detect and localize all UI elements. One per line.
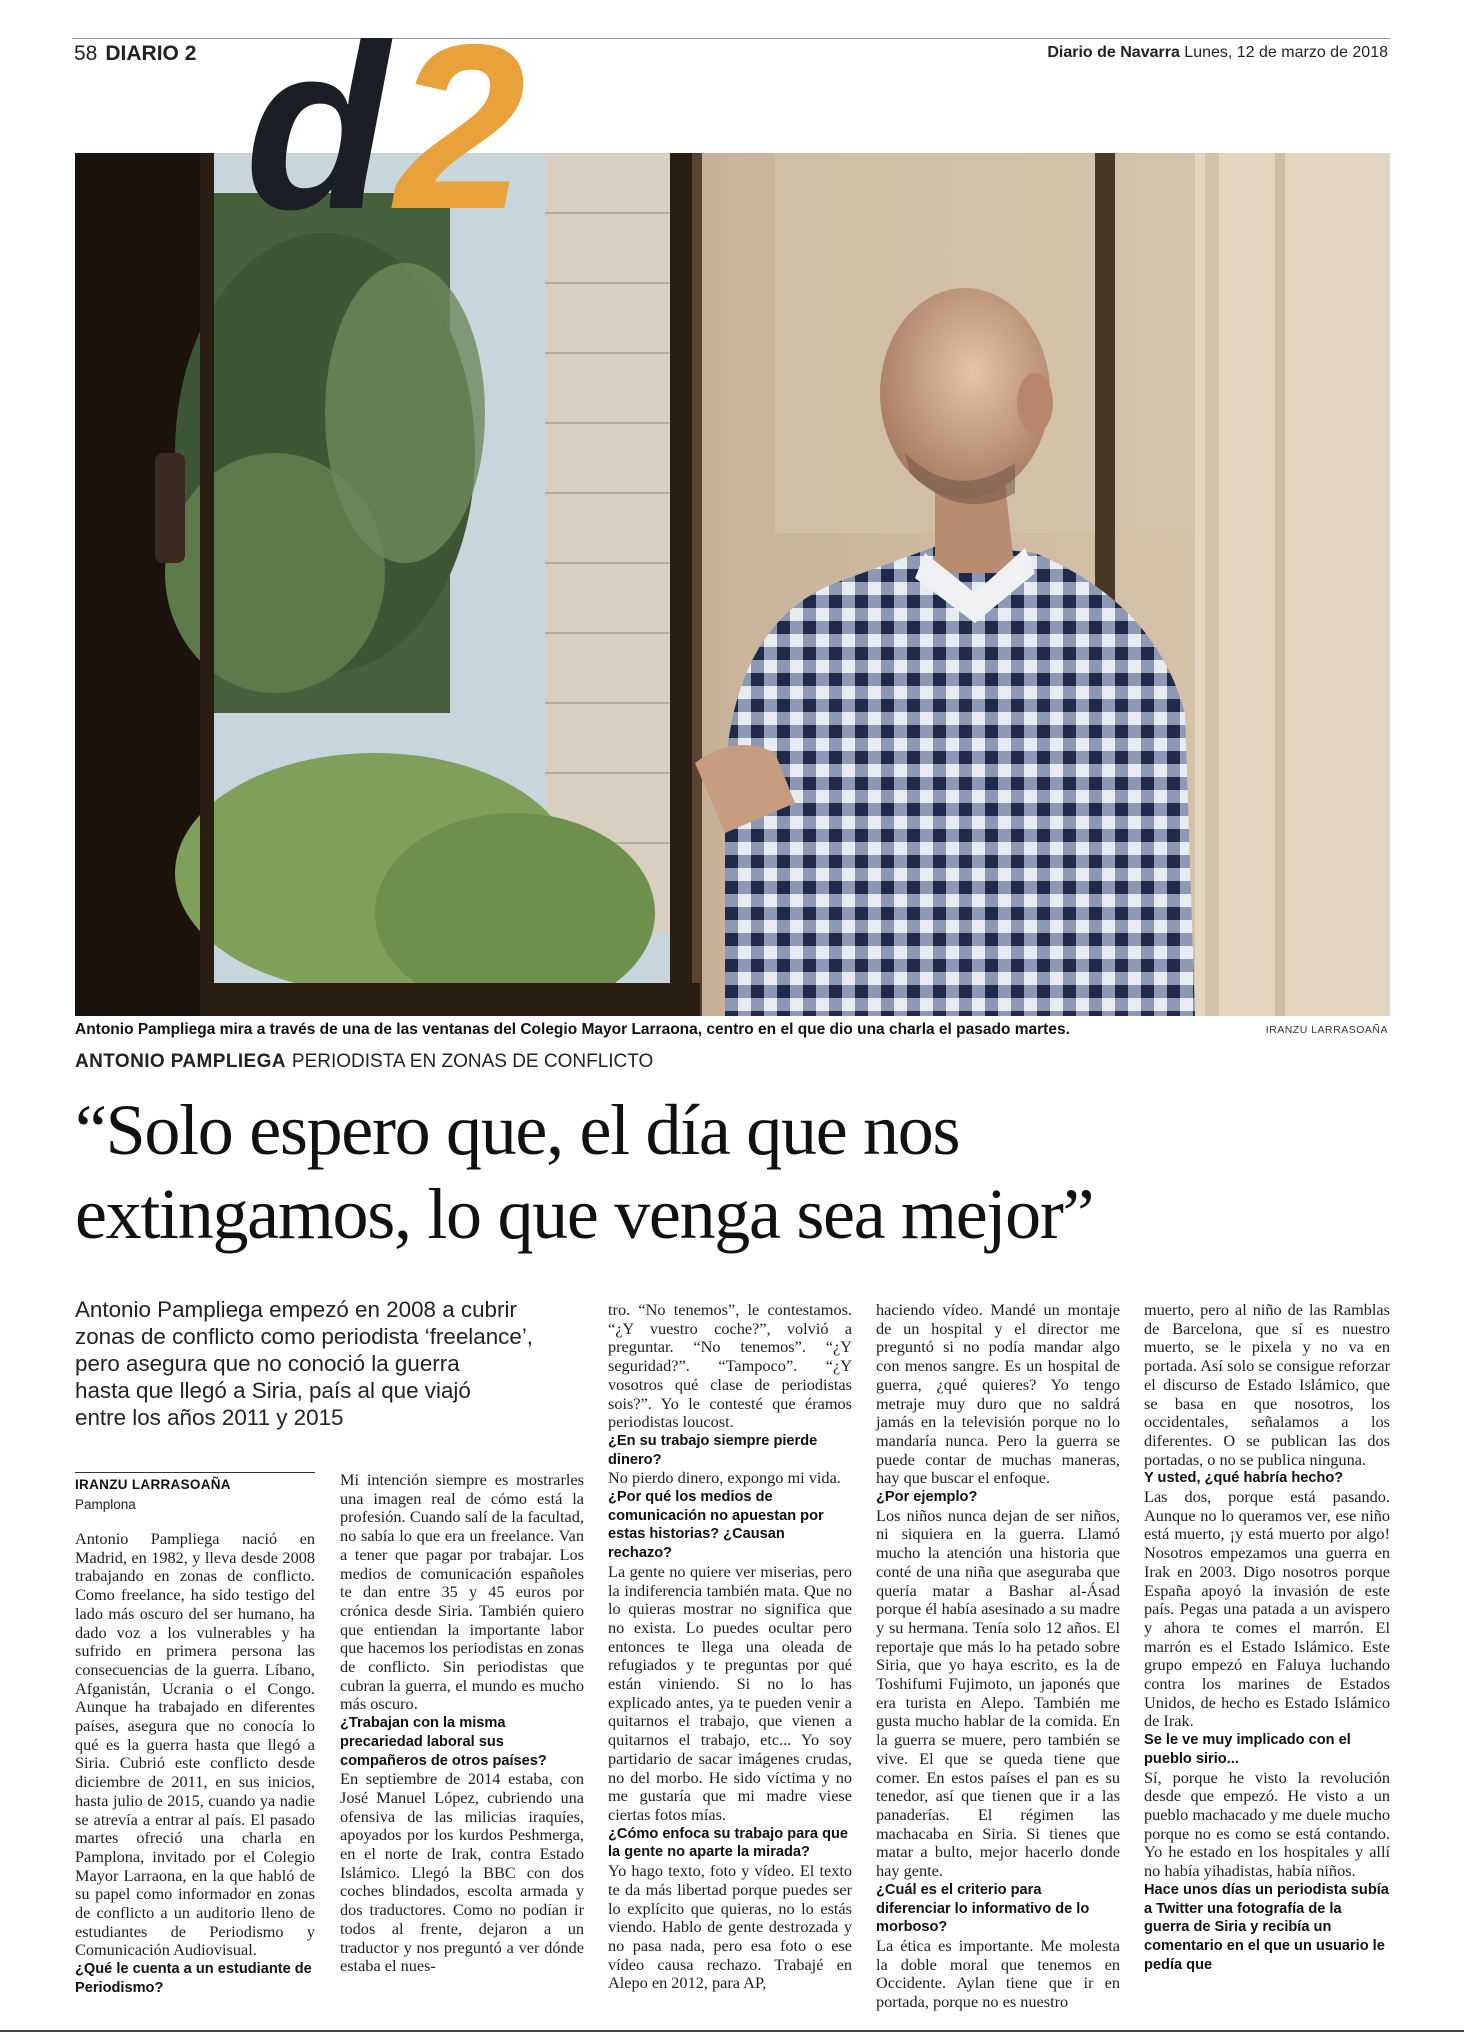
byline-place: Pamplona: [75, 1497, 136, 1512]
interview-question: ¿Por ejemplo?: [876, 1489, 978, 1506]
kicker: [75, 1051, 653, 1073]
lead-line-5: entre los años 2011 y 2015: [75, 1405, 344, 1430]
body-paragraph: Yo hago texto, foto y vídeo. El texto te da más libertad porque puedes ser lo explícito que quieras, no lo estás viendo. Hablo de gente destrozada y no pasa nada, pero esa foto o ese vídeo causa rechazo. Trabajé en Alepo en 2012, para AP,: [608, 1861, 852, 1993]
logo-letter: d: [245, 38, 371, 228]
interview-question: Y usted, ¿qué habría hecho?: [1144, 1470, 1344, 1487]
body-paragraph: La gente no quiere ver miserias, pero la indiferencia también mata. Que no lo quieras mostrar no significa que no exista. Lo puedes ocultar pero entonces te llega una oleada de refugiados y te preguntas por qué están viniendo. Si no lo has explicado antes, ya te pueden venir a quitarnos el trabajo, que vienen a quitarnos el trabajo, etc... Yo soy partidario de sacar imágenes crudas, no del morbo. He sido víctima y no me gustaría que mi madre viese ciertas fotos mías.: [608, 1561, 852, 1824]
article-column-4: [876, 1301, 1120, 2012]
lead-line-2: zonas de conflicto como periodista ‘freelance’,: [75, 1324, 534, 1349]
photo-credit: IRANZU LARRASOAÑA: [1265, 1024, 1388, 1036]
photo-caption: Antonio Pampliega mira a través de una de las ventanas del Colegio Mayor Larraona, centro en el que dio una charla el pasado martes.: [75, 1021, 1070, 1038]
interview-question: Hace unos días un periodista subía a Twitter una fotografía de la guerra de Siria y recibía un comentario en el que un usuario le pedía que: [1144, 1881, 1389, 1973]
interview-question: ¿Cómo enfoca su trabajo para que la gente no aparte la mirada?: [608, 1825, 849, 1861]
body-paragraph: La ética es importante. Me molesta la doble moral que tenemos en Occidente. Aylan tiene que ir en portada, porque no es nuestro: [876, 1935, 1120, 2012]
article-column-2: [340, 1471, 584, 1976]
article-column-1: [75, 1530, 315, 1998]
body-paragraph: Mi intención siempre es mostrarles una imagen real de cómo está la profesión. Cuando salí de la facultad, no sabía lo que era un freelance. Van a tener que pagar por trabajar. Los medios de comunicación españoles te dan entre 35 y 45 euros por crónica desde Siria. También quiero que entiendan la importante labor que hacemos los periodistas en zonas de conflicto. Sin periodistas que cubran la guerra, el mundo es mucho más oscuro.: [340, 1470, 584, 1714]
body-paragraph: haciendo vídeo. Mandé un montaje de un hospital y el director me preguntó si no podía mandar algo con menos sangre. Es un hospital de guerra, ¿qué quieres? Yo tengo metraje muy duro que no saldrá jamás en la televisión porque no lo mandaría nunca. Pero la guerra se puede contar de muchas maneras, hay que buscar el enfoque.: [876, 1300, 1120, 1488]
body-paragraph: Antonio Pampliega nació en Madrid, en 1982, y lleva desde 2008 trabajando en zonas de conflicto. Como freelance, ha sido testigo del lado más oscuro del ser humano, ha dado voz a los vulnerables y ha sufrido en primera persona las consecuencias de la guerra. Líbano, Afganistán, Ucrania o el Congo. Aunque ha trabajado en diferentes países, asegura que no conocía lo qué es la guerra hasta que llegó a Siria. Cubrió este conflicto desde diciembre de 2011, en sus inicios, hasta julio de 2015, cuando ya nadie se atrevía a entrar al país. El pasado martes ofreció una charla en Pamplona, invitado por el Colegio Mayor Larraona, en la que habló de su papel como informador en zonas de conflicto a un auditorio lleno de estudiantes de Periodismo y Comunicación Audiovisual.: [75, 1529, 315, 1960]
headline: [75, 1088, 1390, 1256]
newspaper-name: Diario de Navarra: [1047, 44, 1180, 61]
dateline: [1047, 44, 1388, 62]
kicker-role: PERIODISTA EN ZONAS DE CONFLICTO: [291, 1051, 654, 1072]
lead-paragraph: [75, 1296, 534, 1431]
body-paragraph: En septiembre de 2014 estaba, con José Manuel López, cubriendo una ofensiva de las milicias iraquíes, apoyados por los kurdos Peshmerga, en el norte de Irak, contra Estado Islámico. Llegó la BBC con dos coches blindados, escolta armada y dos traductores. Como no podían ir todos al frente, dejaron a un traductor y nos preguntó a ver dónde estaba el nues-: [340, 1769, 584, 1976]
body-paragraph: Los niños nunca dejan de ser niños, ni siquiera en la guerra. Llamó mucho la atención una historia que conté de una niña que aseguraba que quería matar a Bashar al-Ásad porque él había asesinado a su madre y su hermana. Tenía solo 12 años. El reportaje que más lo ha petado sobre Siria, que yo haya escrito, es la de Toshifumi Fujimoto, un japonés que era turista en Alepo. También me gusta mucho hablar de la comida. En la guerra se muere, pero también se vive. El que se queda tiene que comer. En estos países el pan es su tenedor, así que tienen que ir a las panaderías. El régimen las machacaba en Siria. Si tienes que matar a bulto, mejor hacerlo donde hay gente.: [876, 1505, 1120, 1881]
section-logo: [245, 38, 585, 228]
issue-date: Lunes, 12 de marzo de 2018: [1184, 44, 1388, 61]
interview-question: ¿Qué le cuenta a un estudiante de Periodismo?: [75, 1961, 312, 1996]
headline-line-2: extingamos, lo que venga sea mejor”: [75, 1174, 1094, 1254]
byline-author: IRANZU LARRASOAÑA: [75, 1477, 231, 1492]
interview-question: ¿Trabajan con la misma precariedad laboral sus compañeros de otros países?: [340, 1715, 547, 1769]
lead-line-1: Antonio Pampliega empezó en 2008 a cubrir: [75, 1297, 517, 1322]
article-column-5: [1144, 1301, 1390, 1974]
headline-line-1: “Solo espero que, el día que nos: [75, 1090, 960, 1170]
interview-question: ¿Por qué los medios de comunicación no apuestan por estas historias? ¿Causan rechazo?: [608, 1489, 824, 1562]
logo-number: 2: [395, 38, 526, 228]
interview-question: ¿Cuál es el criterio para diferenciar lo informativo de lo morboso?: [876, 1881, 1090, 1936]
interview-question: ¿En su trabajo siempre pierde dinero?: [608, 1432, 818, 1468]
byline-rule: [75, 1472, 315, 1473]
body-paragraph: muerto, pero al niño de las Ramblas de Barcelona, que sí es nuestro muerto, se le pixela y no va en portada. Así solo se consigue reforzar el discurso de Estado Islámico, que se basa en que nosotros, los occidentales, señalamos a los diferentes. O se publican las dos portadas, o no se publica ninguna.: [1144, 1300, 1390, 1469]
lead-line-3: pero asegura que no conoció la guerra: [75, 1351, 460, 1376]
main-photo: [75, 153, 1390, 1016]
body-paragraph: Las dos, porque está pasando. Aunque no lo queramos ver, ese niño está muerto, ¡y está muerto por algo! Nosotros empezamos una guerra en Irak en 2003. Digo nosotros porque España apoyó la invasión de este país. Pegas una patada a un avispero y ahora te comes el marrón. El marrón es el Estado Islámico. Este grupo empezó en Faluya luchando contra los marines de Estados Unidos, de hecho es Estado Islámico de Irak.: [1144, 1487, 1390, 1731]
section-name: DIARIO 2: [105, 42, 197, 65]
body-paragraph: No pierdo dinero, expongo mi vida.: [608, 1468, 841, 1488]
page-folio: [74, 42, 196, 66]
article-column-3: [608, 1301, 852, 1993]
lead-line-4: hasta que llegó a Siria, país al que viajó: [75, 1378, 471, 1403]
body-paragraph: Sí, porque he visto la revolución desde que empezó. He visto a un pueblo machacado y me duele mucho porque no es como se está contando. Yo he estado en los hospitales y allí no había yihadistas, había niños.: [1144, 1767, 1390, 1881]
page-number: 58: [74, 42, 98, 65]
kicker-name: ANTONIO PAMPLIEGA: [75, 1051, 286, 1072]
footer-rule: [0, 2030, 1464, 2032]
body-paragraph: tro. “No tenemos”, le contestamos. “¿Y vuestro coche?”, volvió a preguntar. “No tenemos”. “¿Y seguridad?”. “Tampoco”. “¿Y vosotros qué clase de periodistas sois?”. Yo le contesté que éramos periodistas loucost.: [608, 1300, 852, 1432]
interview-question: Se le ve muy implicado con el pueblo sirio...: [1144, 1732, 1351, 1767]
